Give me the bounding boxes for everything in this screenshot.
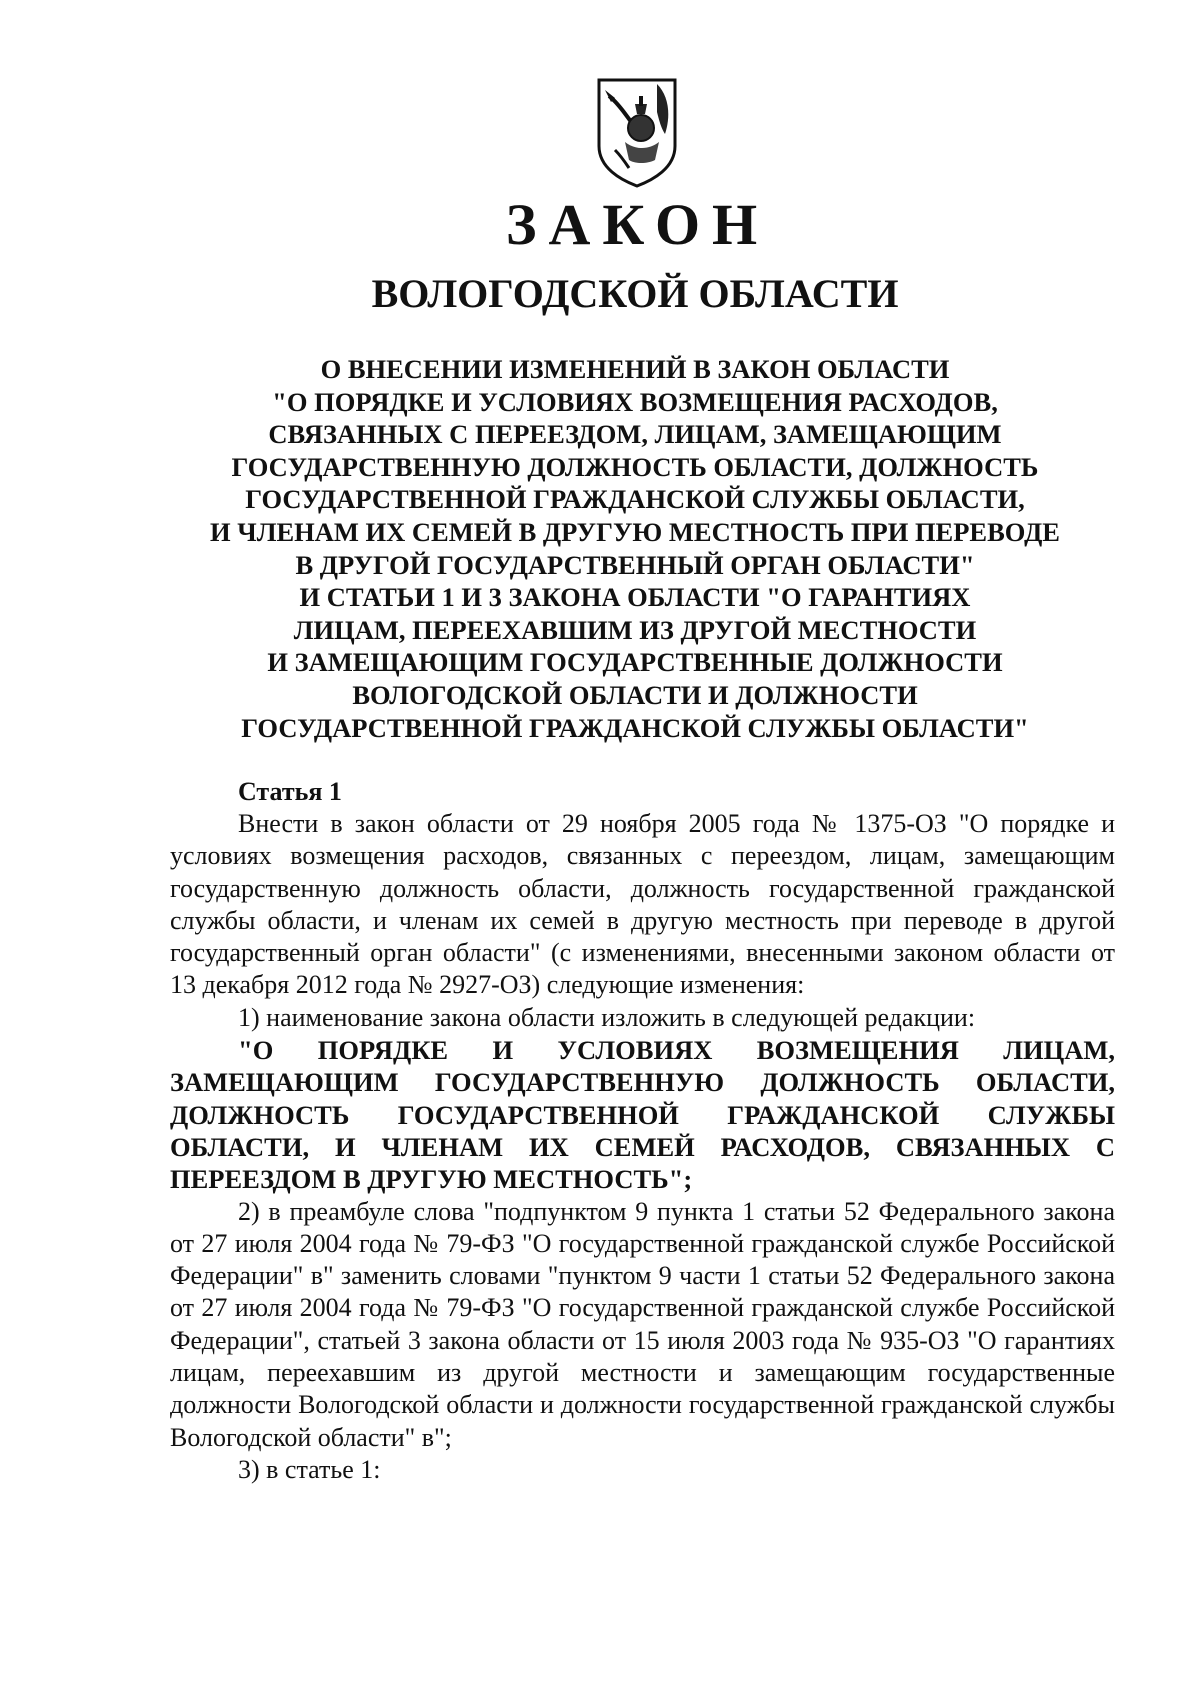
article-body: [170, 808, 1115, 1486]
heading-line: ГОСУДАРСТВЕННОЙ ГРАЖДАНСКОЙ СЛУЖБЫ ОБЛАСТИ,: [245, 484, 1025, 515]
document-title: ЗАКОН: [505, 192, 770, 257]
heading-line: О ВНЕСЕНИИ ИЗМЕНЕНИЙ В ЗАКОН ОБЛАСТИ: [320, 354, 950, 384]
heading-line: ГОСУДАРСТВЕННУЮ ДОЛЖНОСТЬ ОБЛАСТИ, ДОЛЖНОСТЬ: [231, 451, 1039, 482]
article-paragraph: 1) наименование закона области изложить в следующей редакции:: [238, 1002, 976, 1032]
heading-line: ЛИЦАМ, ПЕРЕЕХАВШИМ ИЗ ДРУГОЙ МЕСТНОСТИ: [293, 614, 977, 645]
heading-line: В ДРУГОЙ ГОСУДАРСТВЕННЫЙ ОРГАН ОБЛАСТИ": [295, 549, 975, 580]
heading-line: ГОСУДАРСТВЕННОЙ ГРАЖДАНСКОЙ СЛУЖБЫ ОБЛАСТИ": [241, 712, 1029, 743]
coat-of-arms-emblem: [595, 76, 679, 188]
heading-line: СВЯЗАННЫХ С ПЕРЕЕЗДОМ, ЛИЦАМ, ЗАМЕЩАЮЩИМ: [268, 419, 1002, 450]
heading-line: И ЗАМЕЩАЮЩИМ ГОСУДАРСТВЕННЫЕ ДОЛЖНОСТИ: [267, 647, 1003, 678]
document-subtitle: ВОЛОГОДСКОЙ ОБЛАСТИ: [371, 271, 899, 316]
heading-line: ВОЛОГОДСКОЙ ОБЛАСТИ И ДОЛЖНОСТИ: [352, 679, 918, 710]
article-paragraph: 2) в преамбуле слова "подпунктом 9 пункта 1 статьи 52 Федерального закона от 27 июля 2004 года № 79-ФЗ "О государственной гражданской службе Российской Федерации" в" заменить словами "пунктом 9 части 1 статьи 52 Федерального закона от 27 июля 2004 года № 79-ФЗ "О государственной гражданской службе Российской Федерации", статьей 3 закона области от 15 июля 2003 года № 935-ОЗ "О гарантиях лицам, переехавшим из другой местности и замещающим государственные должности Вологодской области и должности государственной гражданской службы Вологодской области" в";: [170, 1196, 1115, 1452]
new-law-name-paragraph: "О ПОРЯДКЕ И УСЛОВИЯХ ВОЗМЕЩЕНИЯ ЛИЦАМ, ЗАМЕЩАЮЩИМ ГОСУДАРСТВЕННУЮ ДОЛЖНОСТЬ ОБЛАСТИ, ДОЛЖНОСТЬ ГОСУДАРСТВЕННОЙ ГРАЖДАНСКОЙ СЛУЖБЫ ОБЛАСТИ, И ЧЛЕНАМ ИХ СЕМЕЙ РАСХОДОВ, СВЯЗАННЫХ С ПЕРЕЕЗДОМ В ДРУГУЮ МЕСТНОСТЬ";: [170, 1035, 1115, 1195]
heading-line: И СТАТЬИ 1 И 3 ЗАКОНА ОБЛАСТИ "О ГАРАНТИЯХ: [299, 582, 971, 613]
article-title: Статья 1: [238, 777, 342, 806]
heading-line: И ЧЛЕНАМ ИХ СЕМЕЙ В ДРУГУЮ МЕСТНОСТЬ ПРИ ПЕРЕВОДЕ: [210, 516, 1060, 547]
heading-line: "О ПОРЯДКЕ И УСЛОВИЯХ ВОЗМЕЩЕНИЯ РАСХОДОВ,: [272, 386, 998, 417]
article-paragraph: Внести в закон области от 29 ноября 2005 года № 1375-ОЗ "О порядке и условиях возмещения расходов, связанных с переездом, лицам, замещающим государственную должность области, должность государственной гражданской службы области, и членам их семей в другую местность при переводе в другой государственный орган области" (с изменениями, внесенными законом области от 13 декабря 2012 года № 2927-ОЗ) следующие изменения:: [170, 809, 1115, 1000]
article-paragraph: 3) в статье 1:: [238, 1454, 381, 1484]
law-heading: [170, 353, 1100, 744]
